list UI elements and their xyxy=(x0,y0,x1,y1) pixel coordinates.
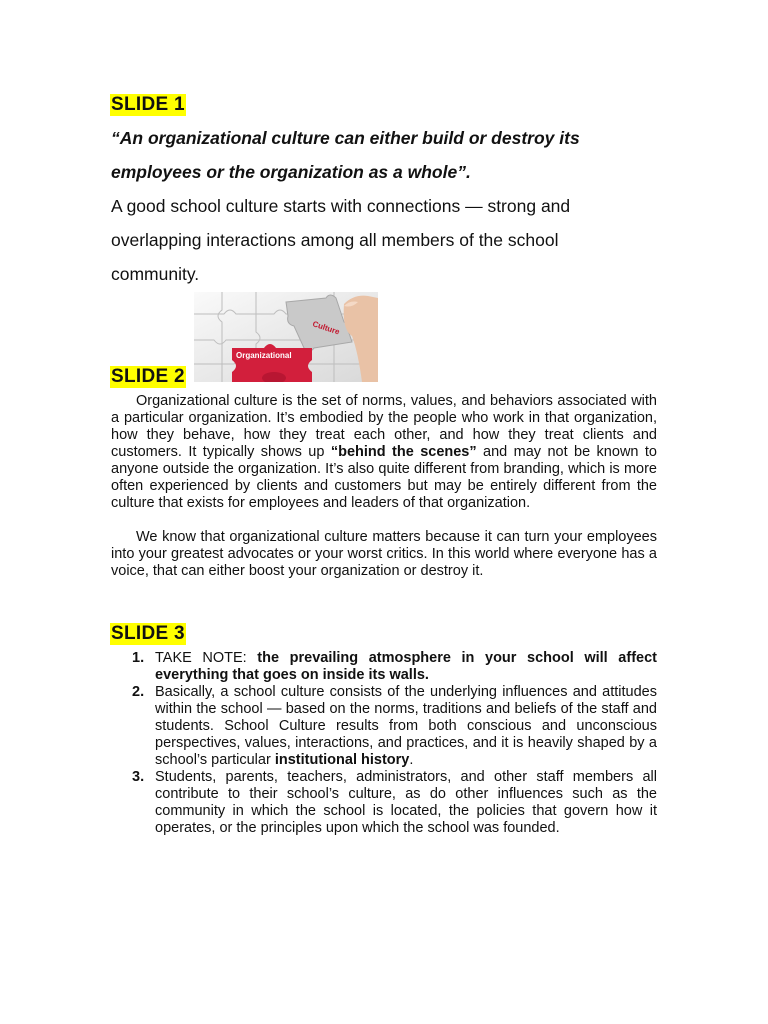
list-item-text: Basically, a school culture consists of the underlying influences and attitudes within the school — based on the norms, traditions and beliefs of the staff and students. School Culture results from both conscious and unconscious perspectives, values, interactions, and practices, and it is heavily shaped by a school’s particular xyxy=(155,684,657,768)
take-note-label: TAKE NOTE xyxy=(155,650,243,666)
list-number: 1. xyxy=(132,650,145,666)
intro-paragraph: A good school culture starts with connections — strong and overlapping interactions among all members of the school community. xyxy=(111,196,571,284)
slide-3-heading: SLIDE 3 xyxy=(111,623,185,644)
behind-the-scenes-phrase: “behind the scenes” xyxy=(330,444,477,460)
list-item xyxy=(111,684,657,769)
list-item xyxy=(111,650,657,684)
definition-text-start: Organizational culture is the set of norms, values, and behaviors associated with a particular organization. It’s embodied by the people who work in that organization, how they behave, how they treat each other, and how they treat clients and customers. It typically shows up xyxy=(111,393,657,460)
colon: : xyxy=(242,650,258,666)
slide-2-heading: SLIDE 2 xyxy=(111,366,185,387)
importance-paragraph: We know that organizational culture matters because it can turn your employees into your greatest advocates or your worst critics. In this world where everyone has a voice, that can either boost your organization or destroy it. xyxy=(111,529,657,579)
list-number: 2. xyxy=(132,684,145,700)
list-item xyxy=(111,769,657,837)
organizational-piece-label: Organizational xyxy=(236,351,292,360)
definition-paragraph xyxy=(111,393,657,512)
period: . xyxy=(409,752,414,768)
list-number: 3. xyxy=(132,769,145,785)
culture-quote: “An organizational culture can either build or destroy its employees or the organization as a whole”. xyxy=(111,128,580,182)
puzzle-image xyxy=(194,292,378,382)
numbered-list xyxy=(111,650,657,837)
institutional-history-phrase: institutional history xyxy=(274,752,410,768)
list-item-text: Students, parents, teachers, administrators, and other staff members all contribute to their school’s culture, as do other influences such as the community in which the school is located, the policies that govern how it operates, or the principles upon which the school was founded. xyxy=(155,769,657,836)
definition-text-end: and may not be known to anyone outside the organization. It’s also quite different from branding, which is more often experienced by clients and customers but may be entirely different from the culture that exists for employees and leaders of that organization. xyxy=(111,444,657,511)
slide-1-heading: SLIDE 1 xyxy=(111,94,185,115)
take-note-text: the prevailing atmosphere in your school will affect everything that goes on inside its walls. xyxy=(155,650,657,683)
culture-piece-label: Culture xyxy=(311,319,341,337)
